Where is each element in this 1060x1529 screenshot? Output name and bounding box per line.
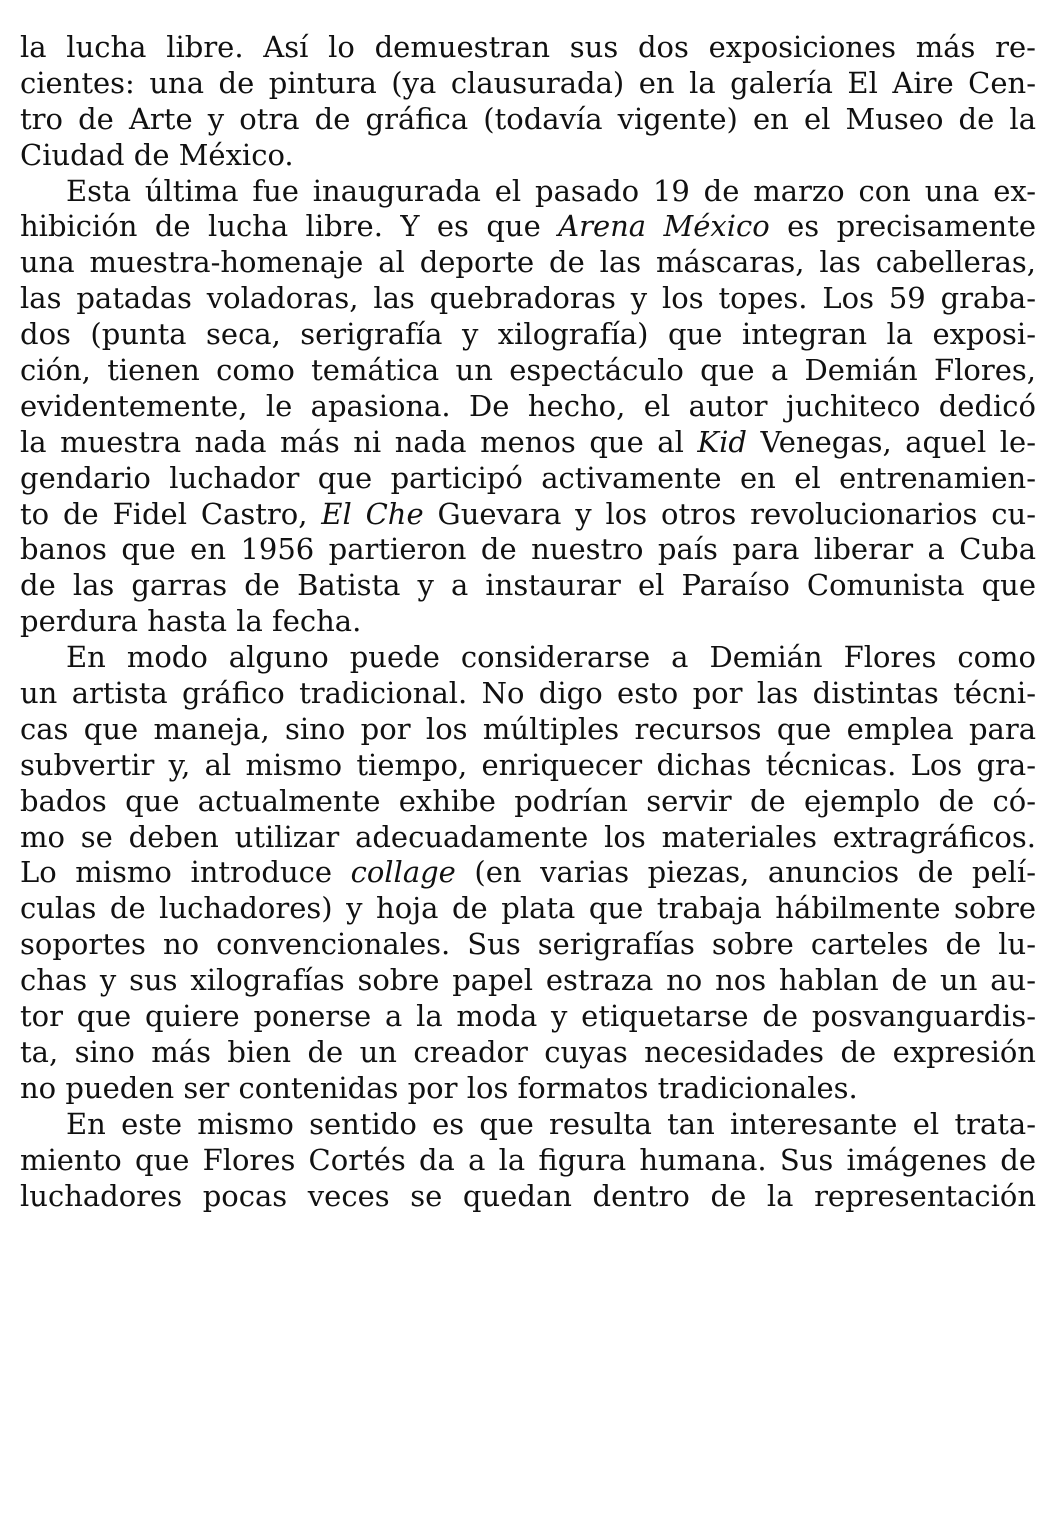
text-line (20, 1179, 1036, 1215)
text-run: tro de Arte y otra de gráfica (todavía vigente) en el Museo de la (20, 101, 1036, 136)
text-run: En modo alguno puede considerarse a Demián Flores como (66, 640, 1036, 675)
text-line (20, 712, 1036, 748)
text-line (20, 497, 1036, 533)
text-run: de las garras de Batista y a instaurar el Paraíso Comunista que (20, 568, 1036, 603)
text-line (20, 927, 1036, 963)
text-run: perdura hasta la fecha. (20, 604, 362, 639)
text-run: gendario luchador que participó activamente en el entrenamien- (20, 460, 1036, 495)
text-line (20, 425, 1036, 461)
text-line (20, 820, 1036, 856)
text-line (20, 748, 1036, 784)
text-line (20, 317, 1036, 353)
text-line (20, 604, 1036, 640)
text-line (20, 1035, 1036, 1071)
article-body (20, 30, 1036, 1214)
text-run: evidentemente, le apasiona. De hecho, el autor juchiteco dedicó (20, 388, 1036, 423)
text-run: no pueden ser contenidas por los formatos tradicionales. (20, 1070, 858, 1105)
text-line (20, 963, 1036, 999)
text-run: mo se deben utilizar adecuadamente los materiales extragráficos. (20, 819, 1036, 854)
text-line (20, 30, 1036, 66)
text-line (20, 891, 1036, 927)
text-run: bados que actualmente exhibe podrían servir de ejemplo de có- (20, 783, 1036, 818)
text-line (20, 353, 1036, 389)
text-run: soportes no convencionales. Sus serigrafías sobre carteles de lu- (20, 927, 1036, 962)
text-line (20, 174, 1036, 210)
text-line (20, 1143, 1036, 1179)
text-line (20, 102, 1036, 138)
text-run: luchadores pocas veces se quedan dentro de la representación (20, 1178, 1036, 1213)
paragraph (20, 30, 1036, 174)
text-run: cientes: una de pintura (ya clausurada) en la galería El Aire Cen- (20, 65, 1036, 100)
text-line (20, 999, 1036, 1035)
text-line (20, 66, 1036, 102)
paragraph (20, 1107, 1036, 1215)
text-run: una muestra-homenaje al deporte de las máscaras, las cabelleras, (20, 245, 1036, 280)
italic-title: Kid (697, 424, 747, 459)
text-run: chas y sus xilografías sobre papel estraza no nos hablan de un au- (20, 963, 1036, 998)
text-run: es precisamente (769, 209, 1036, 244)
text-line (20, 138, 1036, 174)
text-run: la lucha libre. Así lo demuestran sus dos exposiciones más re- (20, 30, 1036, 64)
text-run: ta, sino más bien de un creador cuyas necesidades de expresión (20, 1034, 1036, 1069)
text-run: hibición de lucha libre. Y es que (20, 209, 559, 244)
italic-title: collage (350, 855, 456, 890)
text-line (20, 1107, 1036, 1143)
text-run: la muestra nada más ni nada menos que al (20, 424, 698, 459)
text-line (20, 461, 1036, 497)
paragraph (20, 640, 1036, 1107)
text-run: (en varias piezas, anuncios de pelí- (455, 855, 1036, 890)
text-line (20, 640, 1036, 676)
text-run: to de Fidel Castro, (20, 496, 322, 531)
text-line (20, 209, 1036, 245)
text-line (20, 532, 1036, 568)
text-run: En este mismo sentido es que resulta tan interesante el trata- (66, 1106, 1036, 1141)
text-line (20, 1071, 1036, 1107)
text-run: Ciudad de México. (20, 137, 294, 172)
text-run: culas de luchadores) y hoja de plata que trabaja hábilmente sobre (20, 891, 1036, 926)
text-run: un artista gráfico tradicional. No digo esto por las distintas técni- (20, 676, 1036, 711)
italic-title: El Che (321, 496, 424, 531)
text-run: subvertir y, al mismo tiempo, enriquecer dichas técnicas. Los gra- (20, 747, 1036, 782)
text-line (20, 568, 1036, 604)
paragraph (20, 174, 1036, 641)
text-run: ción, tienen como temática un espectáculo que a Demián Flores, (20, 353, 1036, 388)
text-line (20, 389, 1036, 425)
text-run: Guevara y los otros revolucionarios cu- (423, 496, 1036, 531)
text-run: cas que maneja, sino por los múltiples recursos que emplea para (20, 711, 1036, 746)
text-line (20, 245, 1036, 281)
text-run: Esta última fue inaugurada el pasado 19 de marzo con una ex- (66, 173, 1036, 208)
italic-title: Arena México (558, 209, 770, 244)
text-run: Lo mismo introduce (20, 855, 351, 890)
text-line (20, 855, 1036, 891)
text-run: dos (punta seca, serigrafía y xilografía) que integran la exposi- (20, 317, 1036, 352)
text-run: tor que quiere ponerse a la moda y etiquetarse de posvanguardis- (20, 999, 1036, 1034)
text-run: miento que Flores Cortés da a la figura humana. Sus imágenes de (20, 1142, 1036, 1177)
text-line (20, 281, 1036, 317)
text-run: banos que en 1956 partieron de nuestro país para liberar a Cuba (20, 532, 1036, 567)
text-line (20, 676, 1036, 712)
text-run: Venegas, aquel le- (746, 424, 1036, 459)
text-run: las patadas voladoras, las quebradoras y los topes. Los 59 graba- (20, 281, 1036, 316)
text-line (20, 784, 1036, 820)
